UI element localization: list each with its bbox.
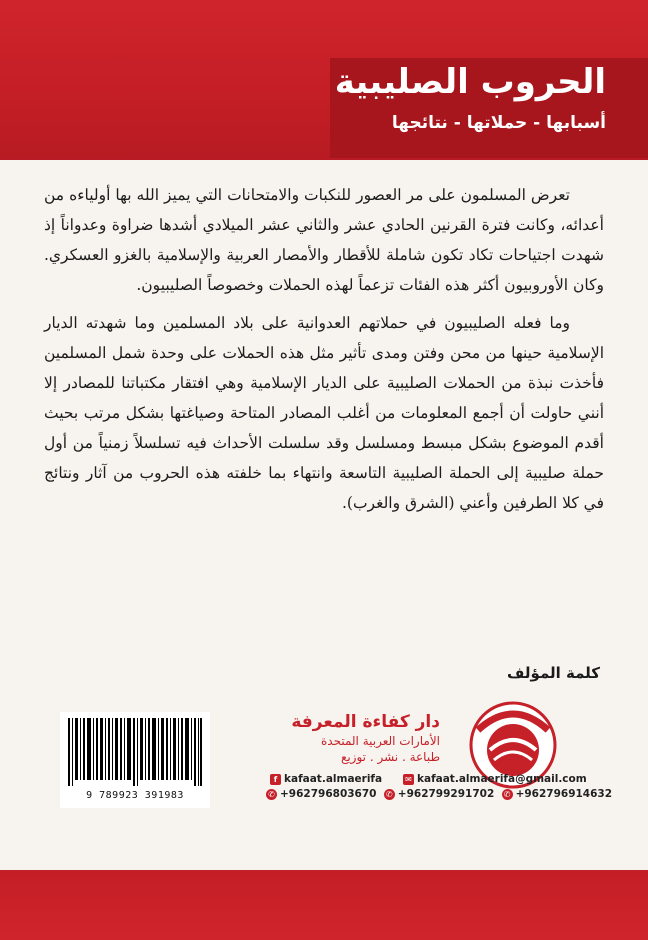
back-cover-text [44, 180, 604, 526]
paragraph-2: وما فعله الصليبيون في حملاتهم العدوانية على بلاد المسلمين وما شهدته الديار الإسلامية حينها من محن وفتن ومدى تأثير مثل هذه الحملات على وحدة شمل المسلمين فأخذت نبذة من الحملات الصليبية على الديار الإسلامية وهي افتقار مكتباتنا للمصادر إلا أنني حاولت أن أجمع المعلومات من أغلب المصادر المتاحة وصياغتها بشكل مرتب بحيث أقدم الموضوع بشكل مبسط ومسلسل وقد سلسلت الأحداث فيه تسلسلاً زمنياً من أول حملة صليبية إلى الحملة الصليبية التاسعة وانتهاء بما خلفته هذه الحروب من آثار ونتائج في كلا الطرفين وأعني (الشرق والغرب). [44, 314, 604, 512]
phone-icon: ✆ [502, 789, 513, 800]
author-note-label: كلمة المؤلف [507, 664, 600, 682]
bottom-red-band [0, 870, 648, 940]
facebook-handle: kafaat.almaerifa [284, 773, 383, 785]
book-subtitle: أسبابها - حملاتها - نتائجها [391, 113, 606, 133]
phone-contacts [266, 788, 612, 800]
phone-3: +962796914632 [515, 788, 613, 800]
publisher-info [270, 712, 440, 764]
email-contact [403, 773, 587, 785]
phone-1: +962796803670 [280, 788, 377, 800]
facebook-contact [270, 773, 382, 785]
email-address: kafaat.almaerifa@gmail.com [417, 773, 587, 785]
paragraph-1: تعرض المسلمون على مر العصور للنكبات والامتحانات التي يميز الله بها أولياءه من أعدائه، وكانت فترة القرنين الحادي عشر والثاني عشر الميلادي أشدها ضراوة وعدواناً إذ شهدت اجتياحات تكاد تكون شاملة للأقطار والأمصار العربية والإسلامية بالغزو العسكري. وكان الأوروبيون أكثر هذه الفئات تزعماً لهذه الحملات وخصوصاً الصليبيون. [44, 186, 604, 294]
phone-2: +962799291702 [397, 788, 495, 800]
isbn-number: 9 789923 391983 [86, 790, 184, 801]
publisher-services: طباعة . نشر . توزيع [340, 750, 440, 764]
phone-icon: ✆ [266, 789, 277, 800]
barcode-icon [68, 718, 202, 786]
isbn-barcode [60, 712, 210, 808]
facebook-icon: f [270, 774, 281, 785]
publisher-name: دار كفاءة المعرفة [291, 712, 440, 732]
email-icon: ✉ [403, 774, 414, 785]
book-title: الحروب الصليبية [334, 62, 606, 102]
publisher-country: الأمارات العربية المتحدة [321, 734, 440, 748]
phone-icon: ✆ [384, 789, 395, 800]
